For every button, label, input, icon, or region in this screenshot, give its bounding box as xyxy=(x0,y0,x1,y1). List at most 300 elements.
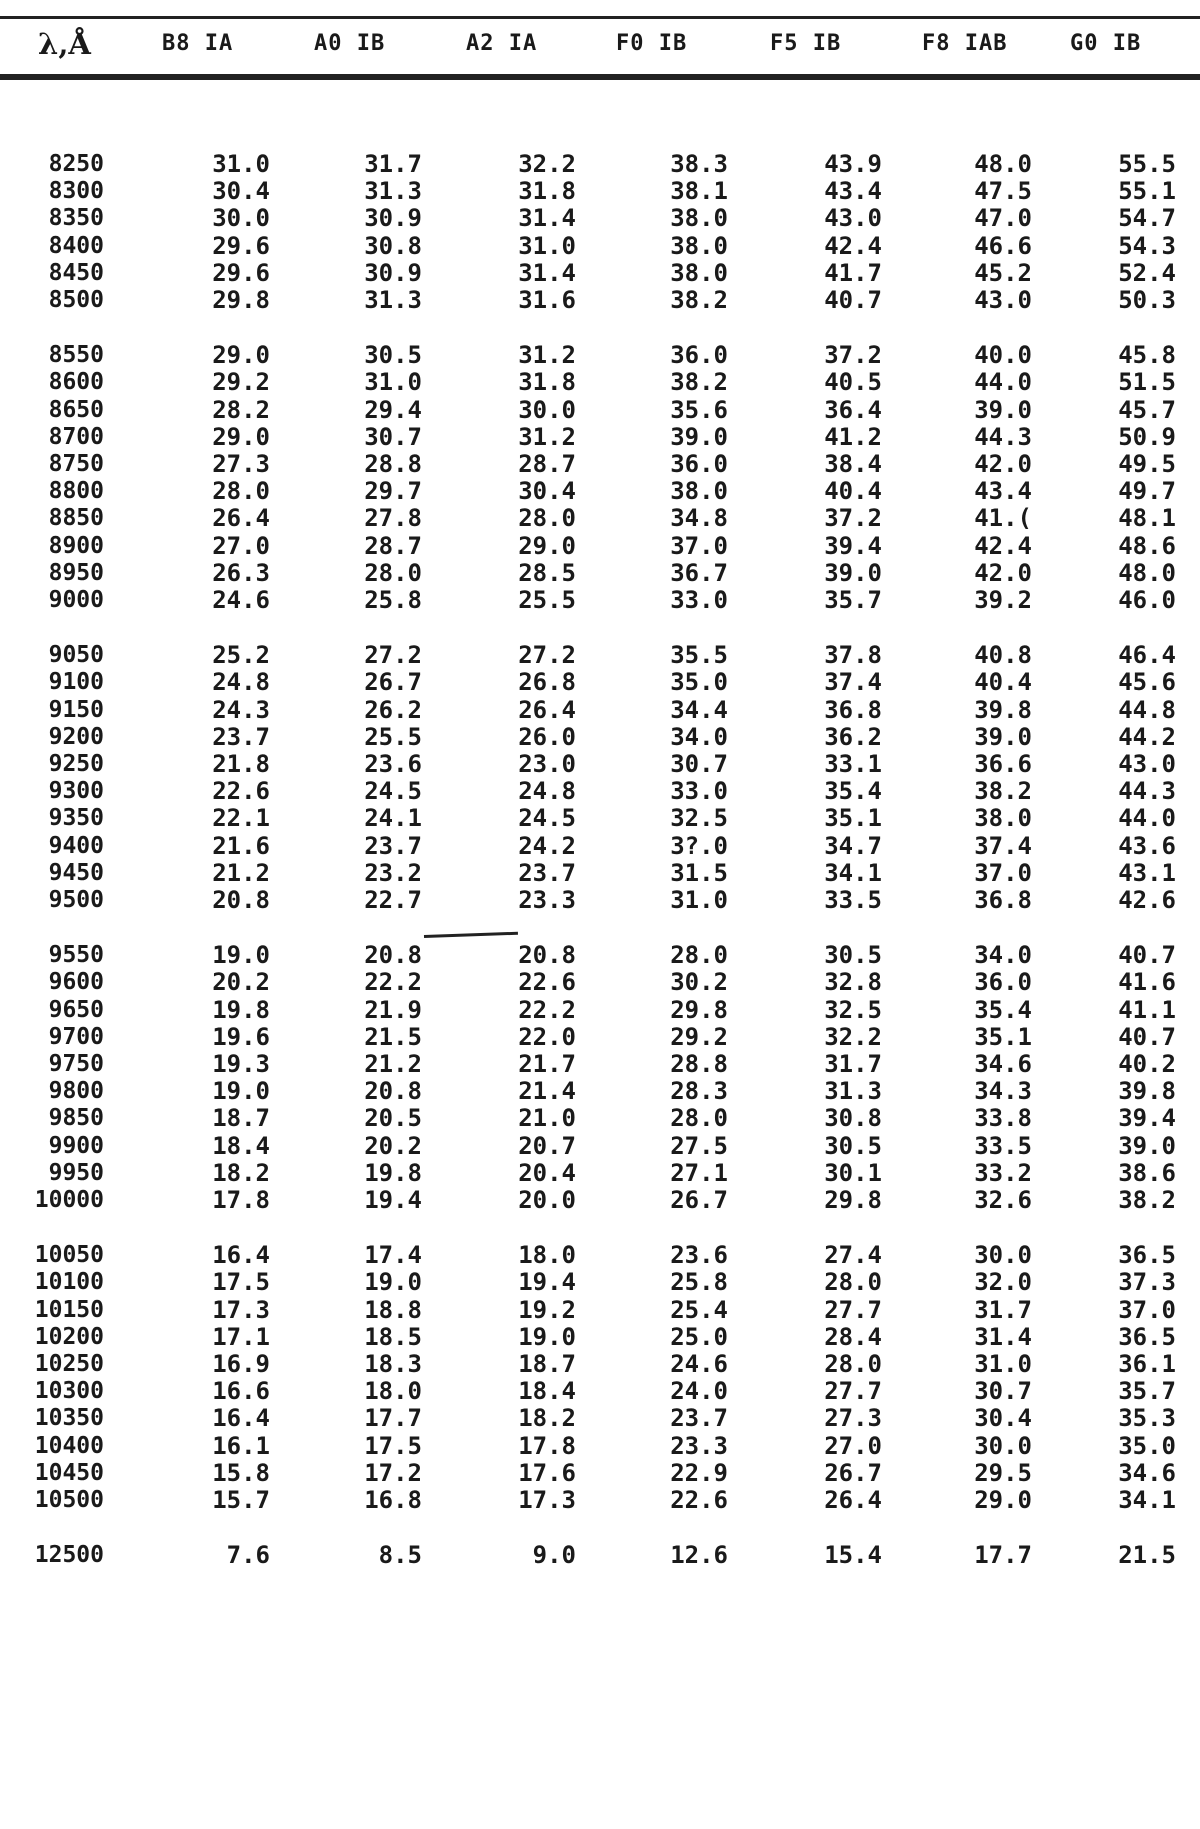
value-cell: 22.7 xyxy=(364,886,422,914)
value-cell: 30.4 xyxy=(974,1404,1032,1432)
value-cell: 37.0 xyxy=(974,859,1032,887)
value-cell: 28.8 xyxy=(670,1050,728,1078)
value-cell: 30.0 xyxy=(974,1432,1032,1460)
value-cell: 38.3 xyxy=(670,150,728,178)
value-cell: 21.0 xyxy=(518,1104,576,1132)
value-cell: 21.6 xyxy=(212,832,270,860)
wavelength-cell: 9050 xyxy=(48,642,104,668)
value-cell: 31.0 xyxy=(974,1350,1032,1378)
value-cell: 39.4 xyxy=(1118,1104,1176,1132)
value-cell: 21.2 xyxy=(364,1050,422,1078)
value-cell: 47.0 xyxy=(974,204,1032,232)
wavelength-cell: 10150 xyxy=(34,1297,104,1323)
value-cell: 36.1 xyxy=(1118,1350,1176,1378)
value-cell: 37.2 xyxy=(824,504,882,532)
value-cell: 43.0 xyxy=(1118,750,1176,778)
value-cell: 24.6 xyxy=(670,1350,728,1378)
value-cell: 30.7 xyxy=(364,423,422,451)
value-cell: 40.8 xyxy=(974,641,1032,669)
value-cell: 54.7 xyxy=(1118,204,1176,232)
value-cell: 27.3 xyxy=(212,450,270,478)
value-cell: 27.2 xyxy=(364,641,422,669)
value-cell: 17.2 xyxy=(364,1459,422,1487)
value-cell: 36.8 xyxy=(824,696,882,724)
value-cell: 38.0 xyxy=(974,804,1032,832)
value-cell: 31.3 xyxy=(824,1077,882,1105)
value-cell: 31.6 xyxy=(518,286,576,314)
value-cell: 17.3 xyxy=(212,1296,270,1324)
value-cell: 36.0 xyxy=(974,968,1032,996)
value-cell: 19.3 xyxy=(212,1050,270,1078)
value-cell: 18.5 xyxy=(364,1323,422,1351)
value-cell: 23.7 xyxy=(670,1404,728,1432)
value-cell: 27.5 xyxy=(670,1132,728,1160)
table-row xyxy=(0,1186,1200,1214)
value-cell: 24.5 xyxy=(518,804,576,832)
wavelength-cell: 10000 xyxy=(34,1187,104,1213)
table-row xyxy=(0,423,1200,451)
value-cell: 35.3 xyxy=(1118,1404,1176,1432)
value-cell: 55.1 xyxy=(1118,177,1176,205)
value-cell: 39.8 xyxy=(1118,1077,1176,1105)
value-cell: 23.6 xyxy=(364,750,422,778)
table-row xyxy=(0,1404,1200,1432)
value-cell: 18.8 xyxy=(364,1296,422,1324)
value-cell: 24.0 xyxy=(670,1377,728,1405)
table-row xyxy=(0,1241,1200,1269)
wavelength-cell: 9150 xyxy=(48,697,104,723)
value-cell: 29.7 xyxy=(364,477,422,505)
value-cell: 38.0 xyxy=(670,204,728,232)
value-cell: 31.7 xyxy=(974,1296,1032,1324)
value-cell: 17.8 xyxy=(518,1432,576,1460)
wavelength-cell: 9100 xyxy=(48,669,104,695)
wavelength-cell: 10350 xyxy=(34,1405,104,1431)
wavelength-cell: 9350 xyxy=(48,805,104,831)
value-cell: 54.3 xyxy=(1118,232,1176,260)
wavelength-cell: 8400 xyxy=(48,233,104,259)
wavelength-cell: 8750 xyxy=(48,451,104,477)
value-cell: 29.5 xyxy=(974,1459,1032,1487)
wavelength-cell: 9450 xyxy=(48,860,104,886)
value-cell: 46.4 xyxy=(1118,641,1176,669)
wavelength-cell: 9600 xyxy=(48,969,104,995)
value-cell: 23.7 xyxy=(212,723,270,751)
value-cell: 37.3 xyxy=(1118,1268,1176,1296)
value-cell: 44.3 xyxy=(974,423,1032,451)
value-cell: 39.4 xyxy=(824,532,882,560)
table-row xyxy=(0,832,1200,860)
value-cell: 24.5 xyxy=(364,777,422,805)
value-cell: 30.9 xyxy=(364,259,422,287)
table-row xyxy=(0,886,1200,914)
value-cell: 31.8 xyxy=(518,368,576,396)
table-row xyxy=(0,1459,1200,1487)
value-cell: 29.0 xyxy=(518,532,576,560)
table-row xyxy=(0,1377,1200,1405)
value-cell: 15.7 xyxy=(212,1486,270,1514)
value-cell: 18.2 xyxy=(212,1159,270,1187)
table-row xyxy=(0,150,1200,178)
value-cell: 38.0 xyxy=(670,477,728,505)
value-cell: 26.8 xyxy=(518,668,576,696)
value-cell: 28.7 xyxy=(364,532,422,560)
value-cell: 27.0 xyxy=(824,1432,882,1460)
wavelength-cell: 10450 xyxy=(34,1460,104,1486)
value-cell: 49.7 xyxy=(1118,477,1176,505)
header-f5-ib: F5 IB xyxy=(770,31,842,56)
wavelength-cell: 9200 xyxy=(48,724,104,750)
value-cell: 39.0 xyxy=(974,396,1032,424)
value-cell: 48.0 xyxy=(974,150,1032,178)
table-row xyxy=(0,777,1200,805)
value-cell: 16.6 xyxy=(212,1377,270,1405)
value-cell: 26.7 xyxy=(364,668,422,696)
value-cell: 17.5 xyxy=(212,1268,270,1296)
value-cell: 18.7 xyxy=(518,1350,576,1378)
value-cell: 24.8 xyxy=(212,668,270,696)
value-cell: 37.4 xyxy=(824,668,882,696)
value-cell: 29.0 xyxy=(212,341,270,369)
value-cell: 36.0 xyxy=(670,341,728,369)
value-cell: 36.2 xyxy=(824,723,882,751)
value-cell: 41.1 xyxy=(1118,996,1176,1024)
value-cell: 18.4 xyxy=(518,1377,576,1405)
value-cell: 40.7 xyxy=(1118,941,1176,969)
value-cell: 3?.0 xyxy=(670,832,728,860)
value-cell: 27.2 xyxy=(518,641,576,669)
value-cell: 27.0 xyxy=(212,532,270,560)
value-cell: 22.6 xyxy=(518,968,576,996)
wavelength-cell: 8800 xyxy=(48,478,104,504)
value-cell: 25.8 xyxy=(364,586,422,614)
wavelength-cell: 10500 xyxy=(34,1487,104,1513)
table-row xyxy=(0,1350,1200,1378)
value-cell: 35.1 xyxy=(974,1023,1032,1051)
value-cell: 23.6 xyxy=(670,1241,728,1269)
value-cell: 28.0 xyxy=(824,1268,882,1296)
table-row xyxy=(0,1077,1200,1105)
value-cell: 51.5 xyxy=(1118,368,1176,396)
value-cell: 33.1 xyxy=(824,750,882,778)
value-cell: 35.6 xyxy=(670,396,728,424)
value-cell: 24.3 xyxy=(212,696,270,724)
value-cell: 42.0 xyxy=(974,559,1032,587)
value-cell: 43.9 xyxy=(824,150,882,178)
value-cell: 21.4 xyxy=(518,1077,576,1105)
table-row xyxy=(0,1268,1200,1296)
value-cell: 48.0 xyxy=(1118,559,1176,587)
value-cell: 33.0 xyxy=(670,777,728,805)
value-cell: 31.0 xyxy=(518,232,576,260)
value-cell: 50.9 xyxy=(1118,423,1176,451)
value-cell: 18.7 xyxy=(212,1104,270,1132)
value-cell: 31.0 xyxy=(670,886,728,914)
value-cell: 28.0 xyxy=(212,477,270,505)
value-cell: 40.7 xyxy=(824,286,882,314)
value-cell: 19.0 xyxy=(518,1323,576,1351)
value-cell: 38.6 xyxy=(1118,1159,1176,1187)
value-cell: 50.3 xyxy=(1118,286,1176,314)
value-cell: 22.9 xyxy=(670,1459,728,1487)
value-cell: 32.5 xyxy=(670,804,728,832)
value-cell: 36.8 xyxy=(974,886,1032,914)
value-cell: 42.4 xyxy=(974,532,1032,560)
value-cell: 39.0 xyxy=(824,559,882,587)
table-row xyxy=(0,586,1200,614)
value-cell: 42.4 xyxy=(824,232,882,260)
value-cell: 43.4 xyxy=(824,177,882,205)
table-row xyxy=(0,1432,1200,1460)
table-top-rule xyxy=(0,16,1200,19)
value-cell: 28.7 xyxy=(518,450,576,478)
wavelength-cell: 10250 xyxy=(34,1351,104,1377)
wavelength-cell: 12500 xyxy=(34,1542,104,1568)
value-cell: 27.7 xyxy=(824,1296,882,1324)
value-cell: 32.8 xyxy=(824,968,882,996)
table-row xyxy=(0,396,1200,424)
value-cell: 30.4 xyxy=(518,477,576,505)
value-cell: 33.5 xyxy=(974,1132,1032,1160)
value-cell: 38.2 xyxy=(1118,1186,1176,1214)
wavelength-cell: 8950 xyxy=(48,560,104,586)
value-cell: 18.0 xyxy=(518,1241,576,1269)
value-cell: 18.3 xyxy=(364,1350,422,1378)
table-row xyxy=(0,723,1200,751)
value-cell: 32.2 xyxy=(824,1023,882,1051)
value-cell: 29.0 xyxy=(974,1486,1032,1514)
value-cell: 26.4 xyxy=(212,504,270,532)
value-cell: 37.0 xyxy=(670,532,728,560)
value-cell: 37.4 xyxy=(974,832,1032,860)
value-cell: 30.0 xyxy=(212,204,270,232)
value-cell: 30.7 xyxy=(670,750,728,778)
value-cell: 35.1 xyxy=(824,804,882,832)
value-cell: 27.1 xyxy=(670,1159,728,1187)
value-cell: 40.7 xyxy=(1118,1023,1176,1051)
value-cell: 20.8 xyxy=(364,1077,422,1105)
value-cell: 45.2 xyxy=(974,259,1032,287)
value-cell: 33.2 xyxy=(974,1159,1032,1187)
value-cell: 27.8 xyxy=(364,504,422,532)
table-row xyxy=(0,1323,1200,1351)
wavelength-cell: 8900 xyxy=(48,533,104,559)
value-cell: 39.0 xyxy=(1118,1132,1176,1160)
value-cell: 34.3 xyxy=(974,1077,1032,1105)
value-cell: 17.1 xyxy=(212,1323,270,1351)
value-cell: 16.4 xyxy=(212,1241,270,1269)
value-cell: 32.0 xyxy=(974,1268,1032,1296)
wavelength-cell: 9950 xyxy=(48,1160,104,1186)
value-cell: 29.0 xyxy=(212,423,270,451)
value-cell: 30.7 xyxy=(974,1377,1032,1405)
wavelength-cell: 9850 xyxy=(48,1105,104,1131)
value-cell: 31.0 xyxy=(212,150,270,178)
value-cell: 33.8 xyxy=(974,1104,1032,1132)
value-cell: 43.0 xyxy=(974,286,1032,314)
value-cell: 20.8 xyxy=(364,941,422,969)
table-row xyxy=(0,177,1200,205)
value-cell: 17.7 xyxy=(364,1404,422,1432)
wavelength-cell: 8550 xyxy=(48,342,104,368)
header-g0-ib: G0 IB xyxy=(1070,31,1142,56)
value-cell: 31.5 xyxy=(670,859,728,887)
value-cell: 41.2 xyxy=(824,423,882,451)
value-cell: 26.0 xyxy=(518,723,576,751)
table-row xyxy=(0,750,1200,778)
value-cell: 24.6 xyxy=(212,586,270,614)
value-cell: 29.4 xyxy=(364,396,422,424)
value-cell: 29.6 xyxy=(212,259,270,287)
value-cell: 21.8 xyxy=(212,750,270,778)
value-cell: 28.8 xyxy=(364,450,422,478)
value-cell: 24.2 xyxy=(518,832,576,860)
value-cell: 44.0 xyxy=(974,368,1032,396)
value-cell: 15.4 xyxy=(824,1541,882,1569)
value-cell: 7.6 xyxy=(226,1541,270,1569)
value-cell: 26.4 xyxy=(518,696,576,724)
pen-stroke-mark xyxy=(424,932,518,938)
header-a2-ia: A2 IA xyxy=(466,31,538,56)
value-cell: 38.4 xyxy=(824,450,882,478)
value-cell: 34.0 xyxy=(974,941,1032,969)
value-cell: 36.7 xyxy=(670,559,728,587)
value-cell: 36.6 xyxy=(974,750,1032,778)
wavelength-cell: 9700 xyxy=(48,1024,104,1050)
wavelength-cell: 8500 xyxy=(48,287,104,313)
value-cell: 27.3 xyxy=(824,1404,882,1432)
value-cell: 23.7 xyxy=(364,832,422,860)
value-cell: 38.0 xyxy=(670,232,728,260)
value-cell: 17.8 xyxy=(212,1186,270,1214)
table-row xyxy=(0,1132,1200,1160)
value-cell: 23.0 xyxy=(518,750,576,778)
table-row xyxy=(0,368,1200,396)
value-cell: 40.2 xyxy=(1118,1050,1176,1078)
table-row xyxy=(0,477,1200,505)
value-cell: 21.9 xyxy=(364,996,422,1024)
wavelength-cell: 9650 xyxy=(48,997,104,1023)
value-cell: 19.4 xyxy=(518,1268,576,1296)
value-cell: 9.0 xyxy=(532,1541,576,1569)
value-cell: 19.8 xyxy=(212,996,270,1024)
table-row xyxy=(0,941,1200,969)
value-cell: 35.0 xyxy=(670,668,728,696)
wavelength-cell: 8250 xyxy=(48,151,104,177)
value-cell: 12.6 xyxy=(670,1541,728,1569)
wavelength-cell: 8300 xyxy=(48,178,104,204)
value-cell: 30.5 xyxy=(364,341,422,369)
wavelength-cell: 10300 xyxy=(34,1378,104,1404)
value-cell: 28.4 xyxy=(824,1323,882,1351)
value-cell: 24.8 xyxy=(518,777,576,805)
value-cell: 30.4 xyxy=(212,177,270,205)
value-cell: 45.8 xyxy=(1118,341,1176,369)
value-cell: 16.9 xyxy=(212,1350,270,1378)
value-cell: 40.4 xyxy=(974,668,1032,696)
value-cell: 29.2 xyxy=(670,1023,728,1051)
table-row xyxy=(0,450,1200,478)
value-cell: 43.4 xyxy=(974,477,1032,505)
value-cell: 25.4 xyxy=(670,1296,728,1324)
value-cell: 29.8 xyxy=(670,996,728,1024)
value-cell: 26.4 xyxy=(824,1486,882,1514)
wavelength-cell: 9000 xyxy=(48,587,104,613)
table-row xyxy=(0,696,1200,724)
value-cell: 36.5 xyxy=(1118,1241,1176,1269)
table-row xyxy=(0,996,1200,1024)
value-cell: 44.8 xyxy=(1118,696,1176,724)
value-cell: 25.0 xyxy=(670,1323,728,1351)
value-cell: 35.4 xyxy=(974,996,1032,1024)
table-row xyxy=(0,286,1200,314)
wavelength-cell: 8700 xyxy=(48,424,104,450)
value-cell: 30.1 xyxy=(824,1159,882,1187)
value-cell: 40.4 xyxy=(824,477,882,505)
value-cell: 20.5 xyxy=(364,1104,422,1132)
value-cell: 15.8 xyxy=(212,1459,270,1487)
value-cell: 20.4 xyxy=(518,1159,576,1187)
value-cell: 41.6 xyxy=(1118,968,1176,996)
value-cell: 33.5 xyxy=(824,886,882,914)
value-cell: 38.2 xyxy=(974,777,1032,805)
value-cell: 31.4 xyxy=(974,1323,1032,1351)
value-cell: 39.0 xyxy=(974,723,1032,751)
value-cell: 48.1 xyxy=(1118,504,1176,532)
wavelength-cell: 10200 xyxy=(34,1324,104,1350)
value-cell: 38.0 xyxy=(670,259,728,287)
wavelength-cell: 10050 xyxy=(34,1242,104,1268)
value-cell: 32.6 xyxy=(974,1186,1032,1214)
wavelength-cell: 8450 xyxy=(48,260,104,286)
value-cell: 34.6 xyxy=(974,1050,1032,1078)
value-cell: 17.6 xyxy=(518,1459,576,1487)
value-cell: 31.4 xyxy=(518,204,576,232)
wavelength-cell: 10100 xyxy=(34,1269,104,1295)
value-cell: 23.3 xyxy=(670,1432,728,1460)
value-cell: 22.6 xyxy=(212,777,270,805)
table-row xyxy=(0,532,1200,560)
value-cell: 28.2 xyxy=(212,396,270,424)
value-cell: 22.6 xyxy=(670,1486,728,1514)
value-cell: 34.7 xyxy=(824,832,882,860)
value-cell: 35.7 xyxy=(824,586,882,614)
wavelength-cell: 8850 xyxy=(48,505,104,531)
value-cell: 31.3 xyxy=(364,286,422,314)
wavelength-cell: 8600 xyxy=(48,369,104,395)
value-cell: 37.2 xyxy=(824,341,882,369)
value-cell: 16.4 xyxy=(212,1404,270,1432)
value-cell: 20.0 xyxy=(518,1186,576,1214)
value-cell: 36.4 xyxy=(824,396,882,424)
value-cell: 28.0 xyxy=(518,504,576,532)
table-row xyxy=(0,1159,1200,1187)
value-cell: 18.4 xyxy=(212,1132,270,1160)
table-row xyxy=(0,559,1200,587)
value-cell: 37.8 xyxy=(824,641,882,669)
value-cell: 30.0 xyxy=(974,1241,1032,1269)
value-cell: 29.6 xyxy=(212,232,270,260)
value-cell: 32.2 xyxy=(518,150,576,178)
value-cell: 28.0 xyxy=(670,941,728,969)
value-cell: 45.6 xyxy=(1118,668,1176,696)
value-cell: 19.0 xyxy=(364,1268,422,1296)
value-cell: 44.3 xyxy=(1118,777,1176,805)
table-row xyxy=(0,641,1200,669)
table-row xyxy=(0,1296,1200,1324)
value-cell: 8.5 xyxy=(378,1541,422,1569)
value-cell: 21.5 xyxy=(1118,1541,1176,1569)
